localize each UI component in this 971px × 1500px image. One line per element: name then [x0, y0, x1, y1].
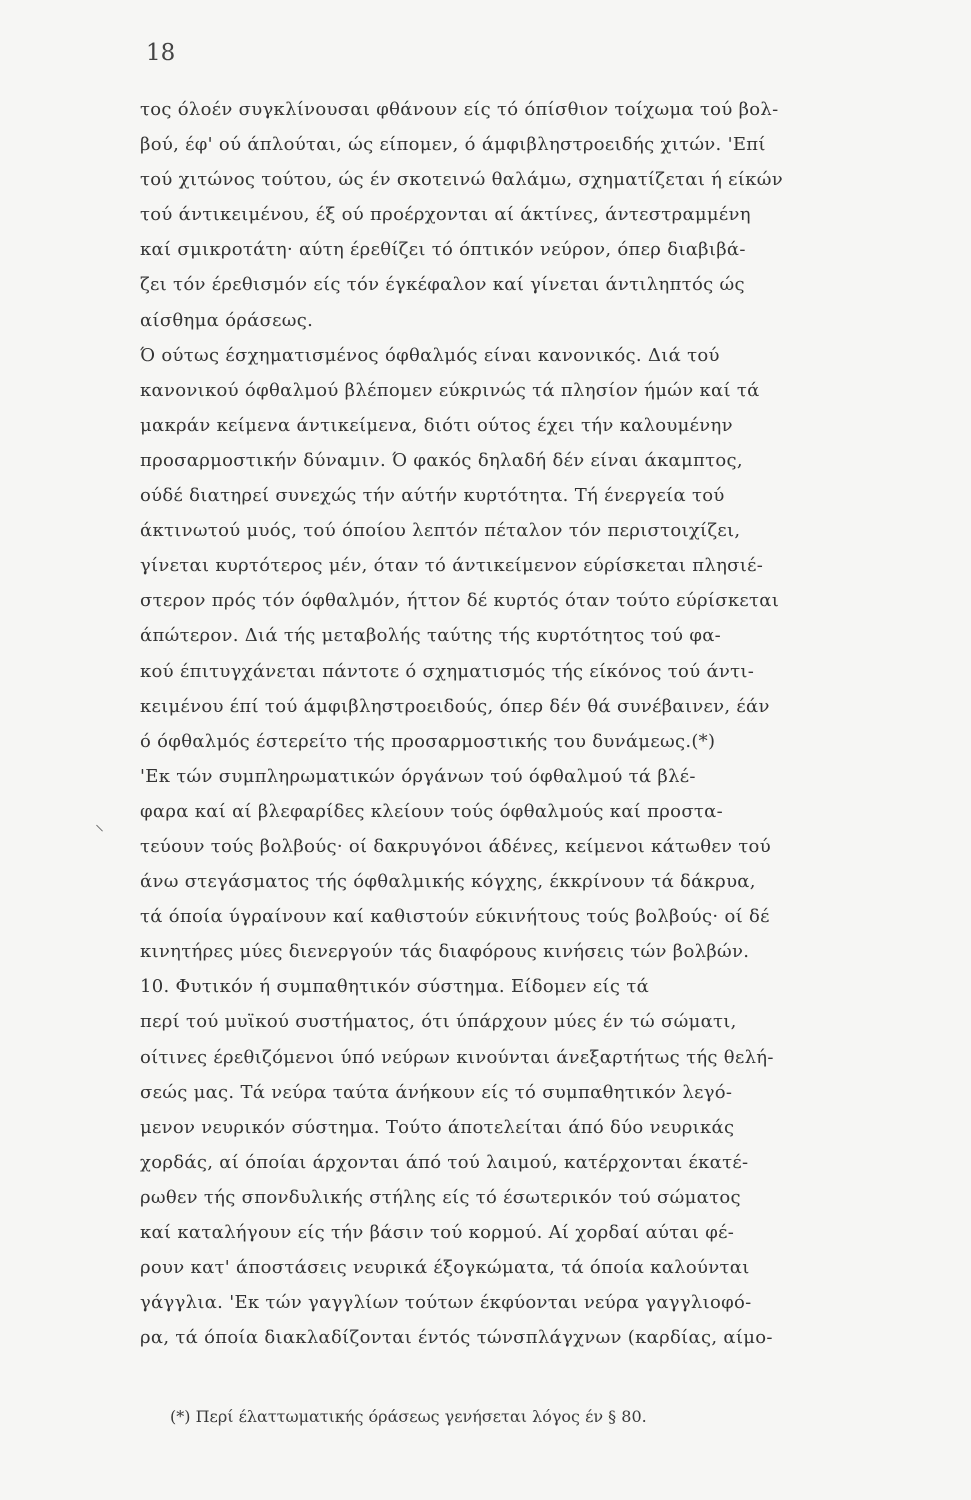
text-line: περί τού μυϊκού συστήματος, ότι ύπάρχουν μύες έν τώ σώματι, [140, 1011, 737, 1033]
text-line: άνω στεγάσματος τής όφθαλμικής κόγχης, έκκρίνουν τά δάκρυα, [140, 871, 756, 893]
text-line: άπώτερον. Διά τής μεταβολής ταύτης τής κυρτότητος τού φα- [140, 625, 722, 647]
text-line: ό όφθαλμός έστερείτο τής προσαρμοστικής του δυνάμεως.(*) [140, 730, 716, 752]
text-line: 'Εκ τών συμπληρωματικών όργάνων τού όφθαλμού τά βλέ- [140, 765, 696, 787]
text-line: κού έπιτυγχάνεται πάντοτε ό σχηματισμός τής είκόνος τού άντι- [140, 660, 755, 682]
text-line: στερον πρός τόν όφθαλμόν, ήττον δέ κυρτός όταν τούτο εύρίσκεται [140, 590, 780, 612]
text-line: φαρα καί αί βλεφαρίδες κλείουν τούς όφθαλμούς καί προστα- [140, 800, 724, 822]
text-line: τού χιτώνος τούτου, ώς έν σκοτεινώ θαλάμω, σχηματίζεται ή είκών [140, 169, 783, 191]
text-line: τού άντικειμένου, έξ ού προέρχονται αί άκτίνες, άντεστραμμένη [140, 204, 751, 226]
text-line: οίτινες έρεθιζόμενοι ύπό νεύρων κινούνται άνεξαρτήτως τής θελή- [140, 1046, 774, 1068]
text-line: καί καταλήγουν είς τήν βάσιν τού κορμού. Αί χορδαί αύται φέ- [140, 1222, 735, 1243]
text-line: τά όποία ύγραίνουν καί καθιστούν εύκινήτους τούς βολβούς· οί δέ [140, 906, 770, 928]
text-line: ούδέ διατηρεί συνεχώς τήν αύτήν κυρτότητα. Τή ένεργεία τού [140, 485, 725, 507]
text-line: ρα, τά όποία διακλαδίζονται έντός τώνσπλάγχνων (καρδίας, αίμο- [140, 1327, 773, 1349]
text-line: κειμένου έπί τού άμφιβληστροειδούς, όπερ δέν θά συνέβαινεν, έάν [140, 695, 770, 717]
text-line: βού, έφ' ού άπλούται, ώς είπομεν, ό άμφιβληστροειδής χιτών. 'Επί [140, 134, 766, 156]
text-line: χορδάς, αί όποίαι άρχονται άπό τού λαιμού, κατέρχονται έκατέ- [140, 1151, 749, 1173]
text-line: κανονικού όφθαλμού βλέπομεν εύκρινώς τά πλησίον ήμών καί τά [140, 379, 760, 401]
text-line: γίνεται κυρτότερος μέν, όταν τό άντικείμενον εύρίσκεται πλησιέ- [140, 555, 764, 577]
section-heading-line: 10. Φυτικόν ή συμπαθητικόν σύστημα. Είδομεν είς τά [140, 976, 650, 998]
text-line: άκτινωτού μυός, τού όποίου λεπτόν πέταλον τόν περιστοιχίζει, [140, 520, 741, 542]
text-line: τος όλοέν συγκλίνουσαι φθάνουν είς τό όπίσθιον τοίχωμα τού βολ- [140, 99, 779, 120]
body-text [140, 92, 910, 1355]
text-line: αίσθημα όράσεως. [140, 309, 314, 331]
text-line: τεύουν τούς βολβούς· οί δακρυγόνοι άδένες, κείμενοι κάτωθεν τού [140, 835, 771, 857]
text-line: μακράν κείμενα άντικείμενα, διότι ούτος έχει τήν καλουμένην [140, 414, 733, 436]
text-line: σεώς μας. Τά νεύρα ταύτα άνήκουν είς τό συμπαθητικόν λεγό- [140, 1081, 733, 1103]
text-line: ρωθεν τής σπονδυλικής στήλης είς τό έσωτερικόν τού σώματος [140, 1186, 741, 1208]
page-number: 18 [146, 40, 176, 66]
text-line: γάγγλια. 'Εκ τών γαγγλίων τούτων έκφύονται νεύρα γαγγλιοφό- [140, 1292, 752, 1314]
text-line: καί σμικροτάτη· αύτη έρεθίζει τό όπτικόν νεύρον, όπερ διαβιβά- [140, 239, 746, 261]
text-line: μενον νευρικόν σύστημα. Τούτο άποτελείται άπό δύο νευρικάς [140, 1116, 735, 1138]
text-line: προσαρμοστικήν δύναμιν. Ό φακός δηλαδή δέν είναι άκαμπτος, [140, 449, 743, 471]
footnote: (*) Περί έλαττωματικής όράσεως γενήσεται λόγος έν § 80. [170, 1407, 647, 1426]
text-line: Ό ούτως έσχηματισμένος όφθαλμός είναι κανονικός. Διά τού [140, 344, 720, 366]
text-line: ρουν κατ' άποστάσεις νευρικά έξογκώματα, τά όποία καλούνται [140, 1257, 750, 1279]
text-line: κινητήρες μύες διενεργούν τάς διαφόρους κινήσεις τών βολβών. [140, 941, 750, 963]
text-line: ζει τόν έρεθισμόν είς τόν έγκέφαλον καί γίνεται άντιληπτός ώς [140, 274, 745, 296]
margin-mark: ⸜ [95, 814, 104, 835]
